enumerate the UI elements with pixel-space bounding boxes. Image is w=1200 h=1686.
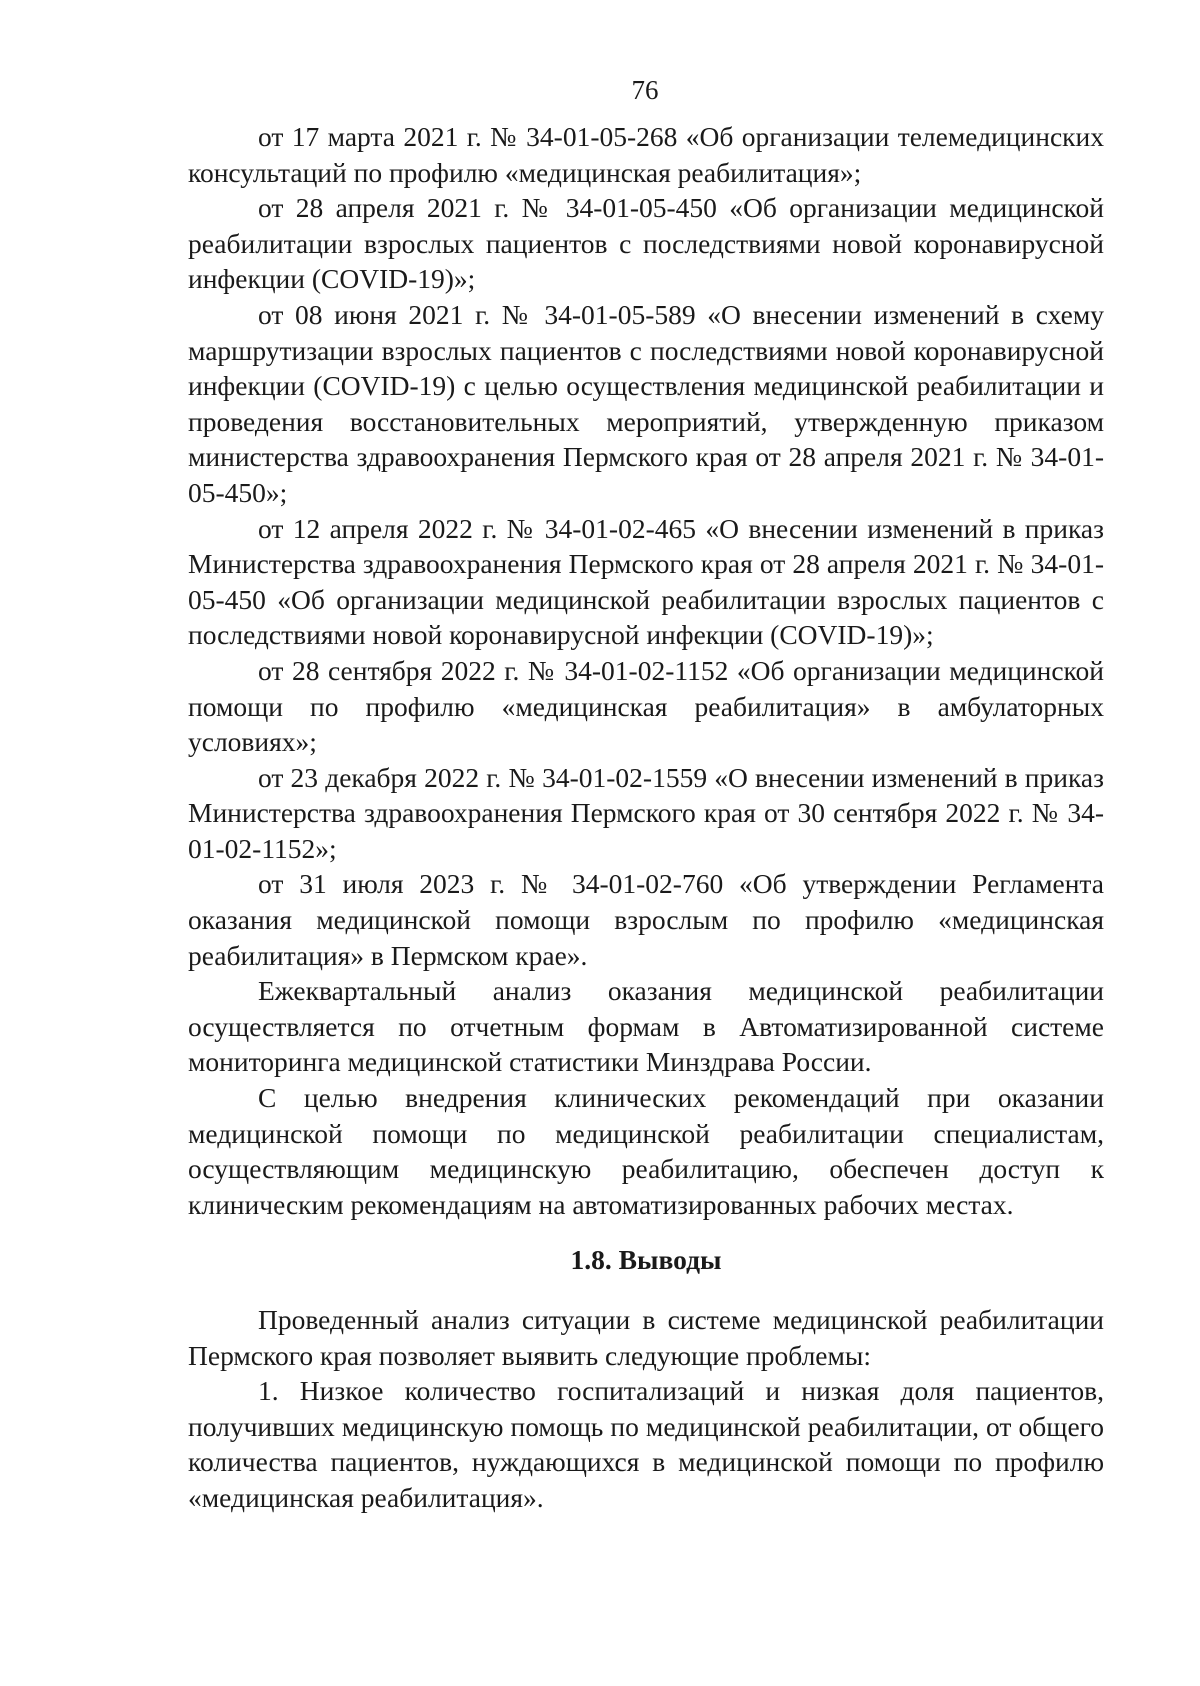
paragraph-order-2022-12-23: от 23 декабря 2022 г. № 34-01-02-1559 «О внесении изменений в приказ Министерства здравоохранения Пермского края от 30 сентября 2022 г. № 34-01-02-1152»; xyxy=(188,761,1104,864)
paragraph-order-2022-09-28: от 28 сентября 2022 г. № 34-01-02-1152 «Об организации медицинской помощи по профилю «медицинская реабилитация» в амбулаторных условиях»; xyxy=(188,654,1104,758)
paragraph-order-2021-03-17: от 17 марта 2021 г. № 34-01-05-268 «Об организации телемедицинских консультаций по профилю «медицинская реабилитация»; xyxy=(188,121,1104,188)
section-heading: 1.8. Выводы xyxy=(570,1244,722,1276)
paragraph-order-2023-07-31: от 31 июля 2023 г. № 34-01-02-760 «Об утверждении Регламента оказания медицинской помощи взрослым по профилю «медицинская реабилитация» в Пермском крае». xyxy=(188,868,1104,971)
paragraph-conclusions-intro: Проведенный анализ ситуации в системе медицинской реабилитации Пермского края позволяет выявить следующие проблемы: xyxy=(188,1304,1104,1371)
paragraph-order-2021-04-28: от 28 апреля 2021 г. № 34-01-05-450 «Об организации медицинской реабилитации взрослых пациентов с последствиями новой коронавирусной инфекции (COVID-19)»; xyxy=(188,192,1104,295)
paragraph-clinical-recommendations: С целью внедрения клинических рекомендаций при оказании медицинской помощи по медицинской реабилитации специалистам, осуществляющим медицинскую реабилитацию, обеспечен доступ к клиническим рекомендациям на автоматизированных рабочих местах. xyxy=(188,1082,1104,1220)
paragraph-order-2021-06-08: от 08 июня 2021 г. № 34-01-05-589 «О внесении изменений в схему маршрутизации взрослых пациентов с последствиями новой коронавирусной инфекции (COVID-19) с целью осуществления медицинской реабилитации и проведения восстановительных мероприятий, утвержденную приказом министерства здравоохранения Пермского края от 28 апреля 2021 г. № 34-01-05-450»; xyxy=(188,298,1104,508)
paragraph-quarterly-analysis: Ежеквартальный анализ оказания медицинской реабилитации осуществляется по отчетным формам в Автоматизированной системе мониторинга медицинской статистики Минздрава России. xyxy=(188,975,1104,1078)
paragraph-problem-1: 1. Низкое количество госпитализаций и низкая доля пациентов, получивших медицинскую помощь по медицинской реабилитации, от общего количества пациентов, нуждающихся в медицинской помощи по профилю «медицинская реабилитация». xyxy=(188,1375,1104,1513)
paragraph-order-2022-04-12: от 12 апреля 2022 г. № 34-01-02-465 «О внесении изменений в приказ Министерства здравоохранения Пермского края от 28 апреля 2021 г. № 34-01-05-450 «Об организации медицинской реабилитации взрослых пациентов с последствиями новой коронавирусной инфекции (COVID-19)»; xyxy=(188,512,1104,651)
document-body xyxy=(188,119,1104,1516)
page-number: 76 xyxy=(631,75,659,105)
